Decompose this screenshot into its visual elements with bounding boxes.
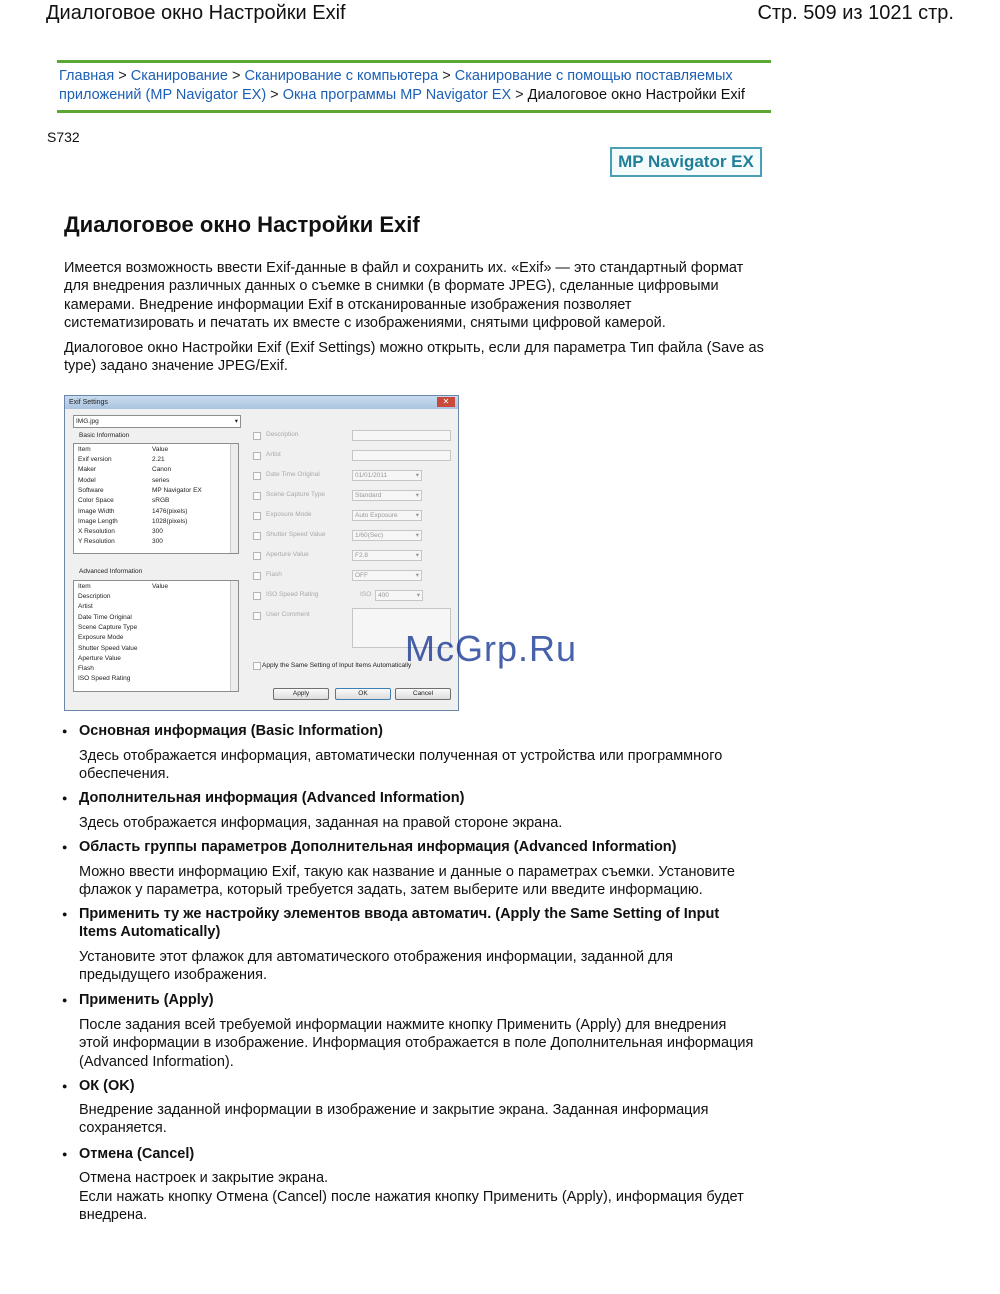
field-checkbox[interactable] — [253, 472, 261, 480]
field-value: F2.8 — [355, 552, 369, 559]
basic-row-value: series — [152, 476, 170, 484]
field-value: 400 — [378, 592, 389, 599]
exif-settings-dialog — [64, 395, 459, 711]
basic-row-value: sRGB — [152, 497, 170, 505]
ok-button[interactable]: OK — [335, 688, 391, 700]
basic-row-value: 1028(pixels) — [152, 517, 188, 525]
chevron-down-icon: ▾ — [415, 532, 419, 539]
field-value: Auto Exposure — [355, 512, 398, 519]
watermark: McGrp.Ru — [405, 628, 578, 669]
field-checkbox[interactable] — [253, 592, 261, 600]
item-title: ● Область группы параметров Дополнительная информация (Advanced Information) — [79, 838, 759, 856]
field-select[interactable] — [352, 490, 422, 501]
item-title: ● Дополнительная информация (Advanced Information) — [79, 789, 759, 807]
basic-row-item: Image Length — [78, 517, 118, 525]
advanced-row-item: Description — [78, 593, 111, 600]
advanced-row-item: Scene Capture Type — [78, 623, 138, 631]
field-checkbox[interactable] — [253, 492, 261, 500]
field-label: Exposure Mode — [266, 511, 312, 518]
field-label: Description — [266, 431, 299, 438]
field-label: Aperture Value — [266, 551, 309, 558]
item-body: Внедрение заданной информации в изображение и закрытие экрана. Заданная информация сохраняется. — [79, 1102, 709, 1137]
intro-paragraph: Имеется возможность ввести Exif-данные в файл и сохранить их. «Exif» — это стандартный формат для внедрения различных данных о съемке в снимки (в формате JPEG), сделанные цифровыми камерами. Внедрение информации Exif в отсканированные изображения позволяет систематизировать и печатать их вместе с изображениями, снятыми цифровой камерой. — [64, 260, 744, 331]
advanced-row-item: Aperture Value — [78, 654, 121, 662]
chevron-down-icon: ▾ — [415, 572, 419, 579]
basic-row-value: MP Navigator EX — [152, 486, 202, 494]
field-checkbox[interactable] — [253, 612, 261, 620]
field-select[interactable] — [352, 530, 422, 541]
column-header-item: Item — [78, 583, 91, 590]
basic-row-item: X Resolution — [78, 528, 115, 536]
field-value: 1/60(Sec) — [355, 532, 384, 539]
field-value: OFF — [355, 572, 368, 579]
basic-row-item: Maker — [78, 466, 97, 474]
field-select[interactable] — [352, 470, 422, 481]
document-title: Диалоговое окно Настройки Exif — [46, 2, 346, 24]
advanced-row-item: Flash — [78, 665, 94, 673]
column-header-value: Value — [152, 583, 169, 590]
chevron-down-icon: ▾ — [415, 492, 419, 499]
item-title: ● Основная информация (Basic Information) — [79, 722, 759, 740]
advanced-row-item: Exposure Mode — [78, 634, 124, 642]
apply-button[interactable]: Apply — [273, 688, 329, 700]
scrollbar[interactable] — [230, 444, 238, 553]
advanced-row-item: Artist — [78, 603, 93, 611]
basic-row-item: Exif version — [78, 456, 112, 463]
advanced-row-item: ISO Speed Rating — [78, 675, 131, 683]
field-input[interactable] — [352, 430, 451, 441]
file-select[interactable] — [73, 415, 241, 428]
breadcrumb: Главная > Сканирование > Сканирование с компьютера > Сканирование с помощью поставляемых приложений (MP Navigator EX) > Окна программы MP Navigator EX > Диалоговое окно Настройки Exif — [57, 60, 771, 113]
field-label: Artist — [266, 451, 281, 458]
column-header-item: Item — [78, 446, 91, 453]
chevron-down-icon: ▾ — [415, 512, 419, 519]
item-title: ● Применить ту же настройку элементов ввода автоматич. (Apply the Same Setting of Input Items Automatically) — [79, 905, 759, 942]
basic-row-value: 300 — [152, 538, 163, 546]
page-title: Диалоговое окно Настройки Exif — [64, 212, 420, 237]
breadcrumb-link-scan-with-apps[interactable]: Сканирование с помощью поставляемых приложений (MP Navigator EX) — [59, 68, 733, 103]
advanced-row-item: Shutter Speed Value — [78, 644, 138, 652]
basic-row-value: 300 — [152, 528, 163, 536]
field-label: Date Time Original — [266, 471, 320, 478]
chevron-down-icon: ▾ — [415, 552, 419, 559]
advanced-row-item: Date Time Original — [78, 613, 132, 621]
basic-row-value: 2.21 — [152, 456, 165, 463]
item-body: После задания всей требуемой информации нажмите кнопку Применить (Apply) для внедрения этой информации в изображение. Информация отображается в поле Дополнительная информация (Advanced Information). — [79, 1017, 754, 1070]
chevron-down-icon: ▾ — [234, 418, 238, 425]
field-label: Shutter Speed Value — [266, 531, 326, 538]
field-input[interactable] — [352, 450, 451, 461]
basic-info-label: Basic Information — [79, 432, 130, 439]
field-select[interactable] — [352, 550, 422, 561]
basic-row-item: Software — [78, 486, 104, 494]
item-body: Если нажать кнопку Отмена (Cancel) после нажатия кнопку Применить (Apply), информация будет внедрена. — [79, 1189, 744, 1224]
product-badge: MP Navigator EX — [610, 147, 762, 177]
intro-paragraph-2: Диалоговое окно Настройки Exif (Exif Settings) можно открыть, если для параметра Тип файла (Save as type) задано значение JPEG/Exif. — [64, 340, 764, 375]
dialog-title: Exif Settings — [69, 399, 108, 406]
field-checkbox[interactable] — [253, 512, 261, 520]
cancel-button[interactable]: Cancel — [395, 688, 451, 700]
field-label: Flash — [266, 571, 282, 578]
iso-prefix: ISO — [360, 591, 372, 598]
field-checkbox[interactable] — [253, 532, 261, 540]
item-body: Можно ввести информацию Exif, такую как название и данные о параметрах съемки. Установите флажок у параметра, который требуется задать, затем выберите или введите информацию. — [79, 864, 735, 899]
item-title: ● ОК (OK) — [79, 1077, 759, 1095]
page-counter: Стр. 509 из 1021 стр. — [757, 2, 954, 24]
item-title: ● Применить (Apply) — [79, 991, 759, 1009]
basic-row-value: 1476(pixels) — [152, 507, 188, 515]
chevron-down-icon: ▾ — [416, 592, 420, 599]
advanced-info-table[interactable] — [73, 580, 239, 692]
field-checkbox[interactable] — [253, 552, 261, 560]
close-icon[interactable]: ✕ — [437, 397, 455, 407]
basic-row-item: Color Space — [78, 497, 114, 505]
basic-row-item: Y Resolution — [78, 538, 115, 546]
basic-row-item: Image Width — [78, 507, 115, 515]
item-body: Установите этот флажок для автоматического отображения информации, заданной для предыдущего изображения. — [79, 949, 673, 984]
basic-row-value: Canon — [152, 466, 172, 474]
item-body: Здесь отображается информация, автоматически полученная от устройства или программного обеспечения. — [79, 748, 723, 783]
field-value: Standard — [355, 492, 382, 499]
chevron-down-icon: ▾ — [415, 472, 419, 479]
breadcrumb-current: Диалоговое окно Настройки Exif — [527, 87, 745, 103]
item-title: ● Отмена (Cancel) — [79, 1145, 759, 1163]
field-label: User Comment — [266, 611, 310, 618]
auto-apply-checkbox[interactable] — [253, 662, 261, 670]
field-label: ISO Speed Rating — [266, 591, 319, 598]
field-value: 01/01/2011 — [355, 472, 388, 479]
column-header-value: Value — [152, 446, 169, 453]
field-select[interactable] — [352, 570, 422, 581]
field-checkbox[interactable] — [253, 432, 261, 440]
file-select-value: IMG.jpg — [76, 418, 99, 425]
basic-row-item: Model — [78, 476, 96, 484]
breadcrumb-link-mp-windows[interactable]: Окна программы MP Navigator EX — [282, 87, 512, 103]
field-checkbox[interactable] — [253, 452, 261, 460]
basic-info-table[interactable] — [73, 443, 239, 554]
auto-apply-label: Apply the Same Setting of Input Items Automatically — [262, 662, 412, 669]
item-body: Здесь отображается информация, заданная на правой стороне экрана. — [79, 815, 563, 831]
field-select[interactable] — [375, 590, 423, 601]
page-code: S732 — [47, 129, 80, 145]
breadcrumb-link-scanning[interactable]: Сканирование — [130, 68, 228, 84]
breadcrumb-link-home[interactable]: Главная — [59, 68, 115, 84]
breadcrumb-link-scan-from-computer[interactable]: Сканирование с компьютера — [244, 68, 439, 84]
field-checkbox[interactable] — [253, 572, 261, 580]
scrollbar[interactable] — [230, 581, 238, 691]
item-body: Отмена настроек и закрытие экрана. — [79, 1170, 329, 1186]
advanced-info-label: Advanced Information — [79, 568, 143, 575]
field-label: Scene Capture Type — [266, 491, 326, 498]
field-select[interactable] — [352, 510, 422, 521]
